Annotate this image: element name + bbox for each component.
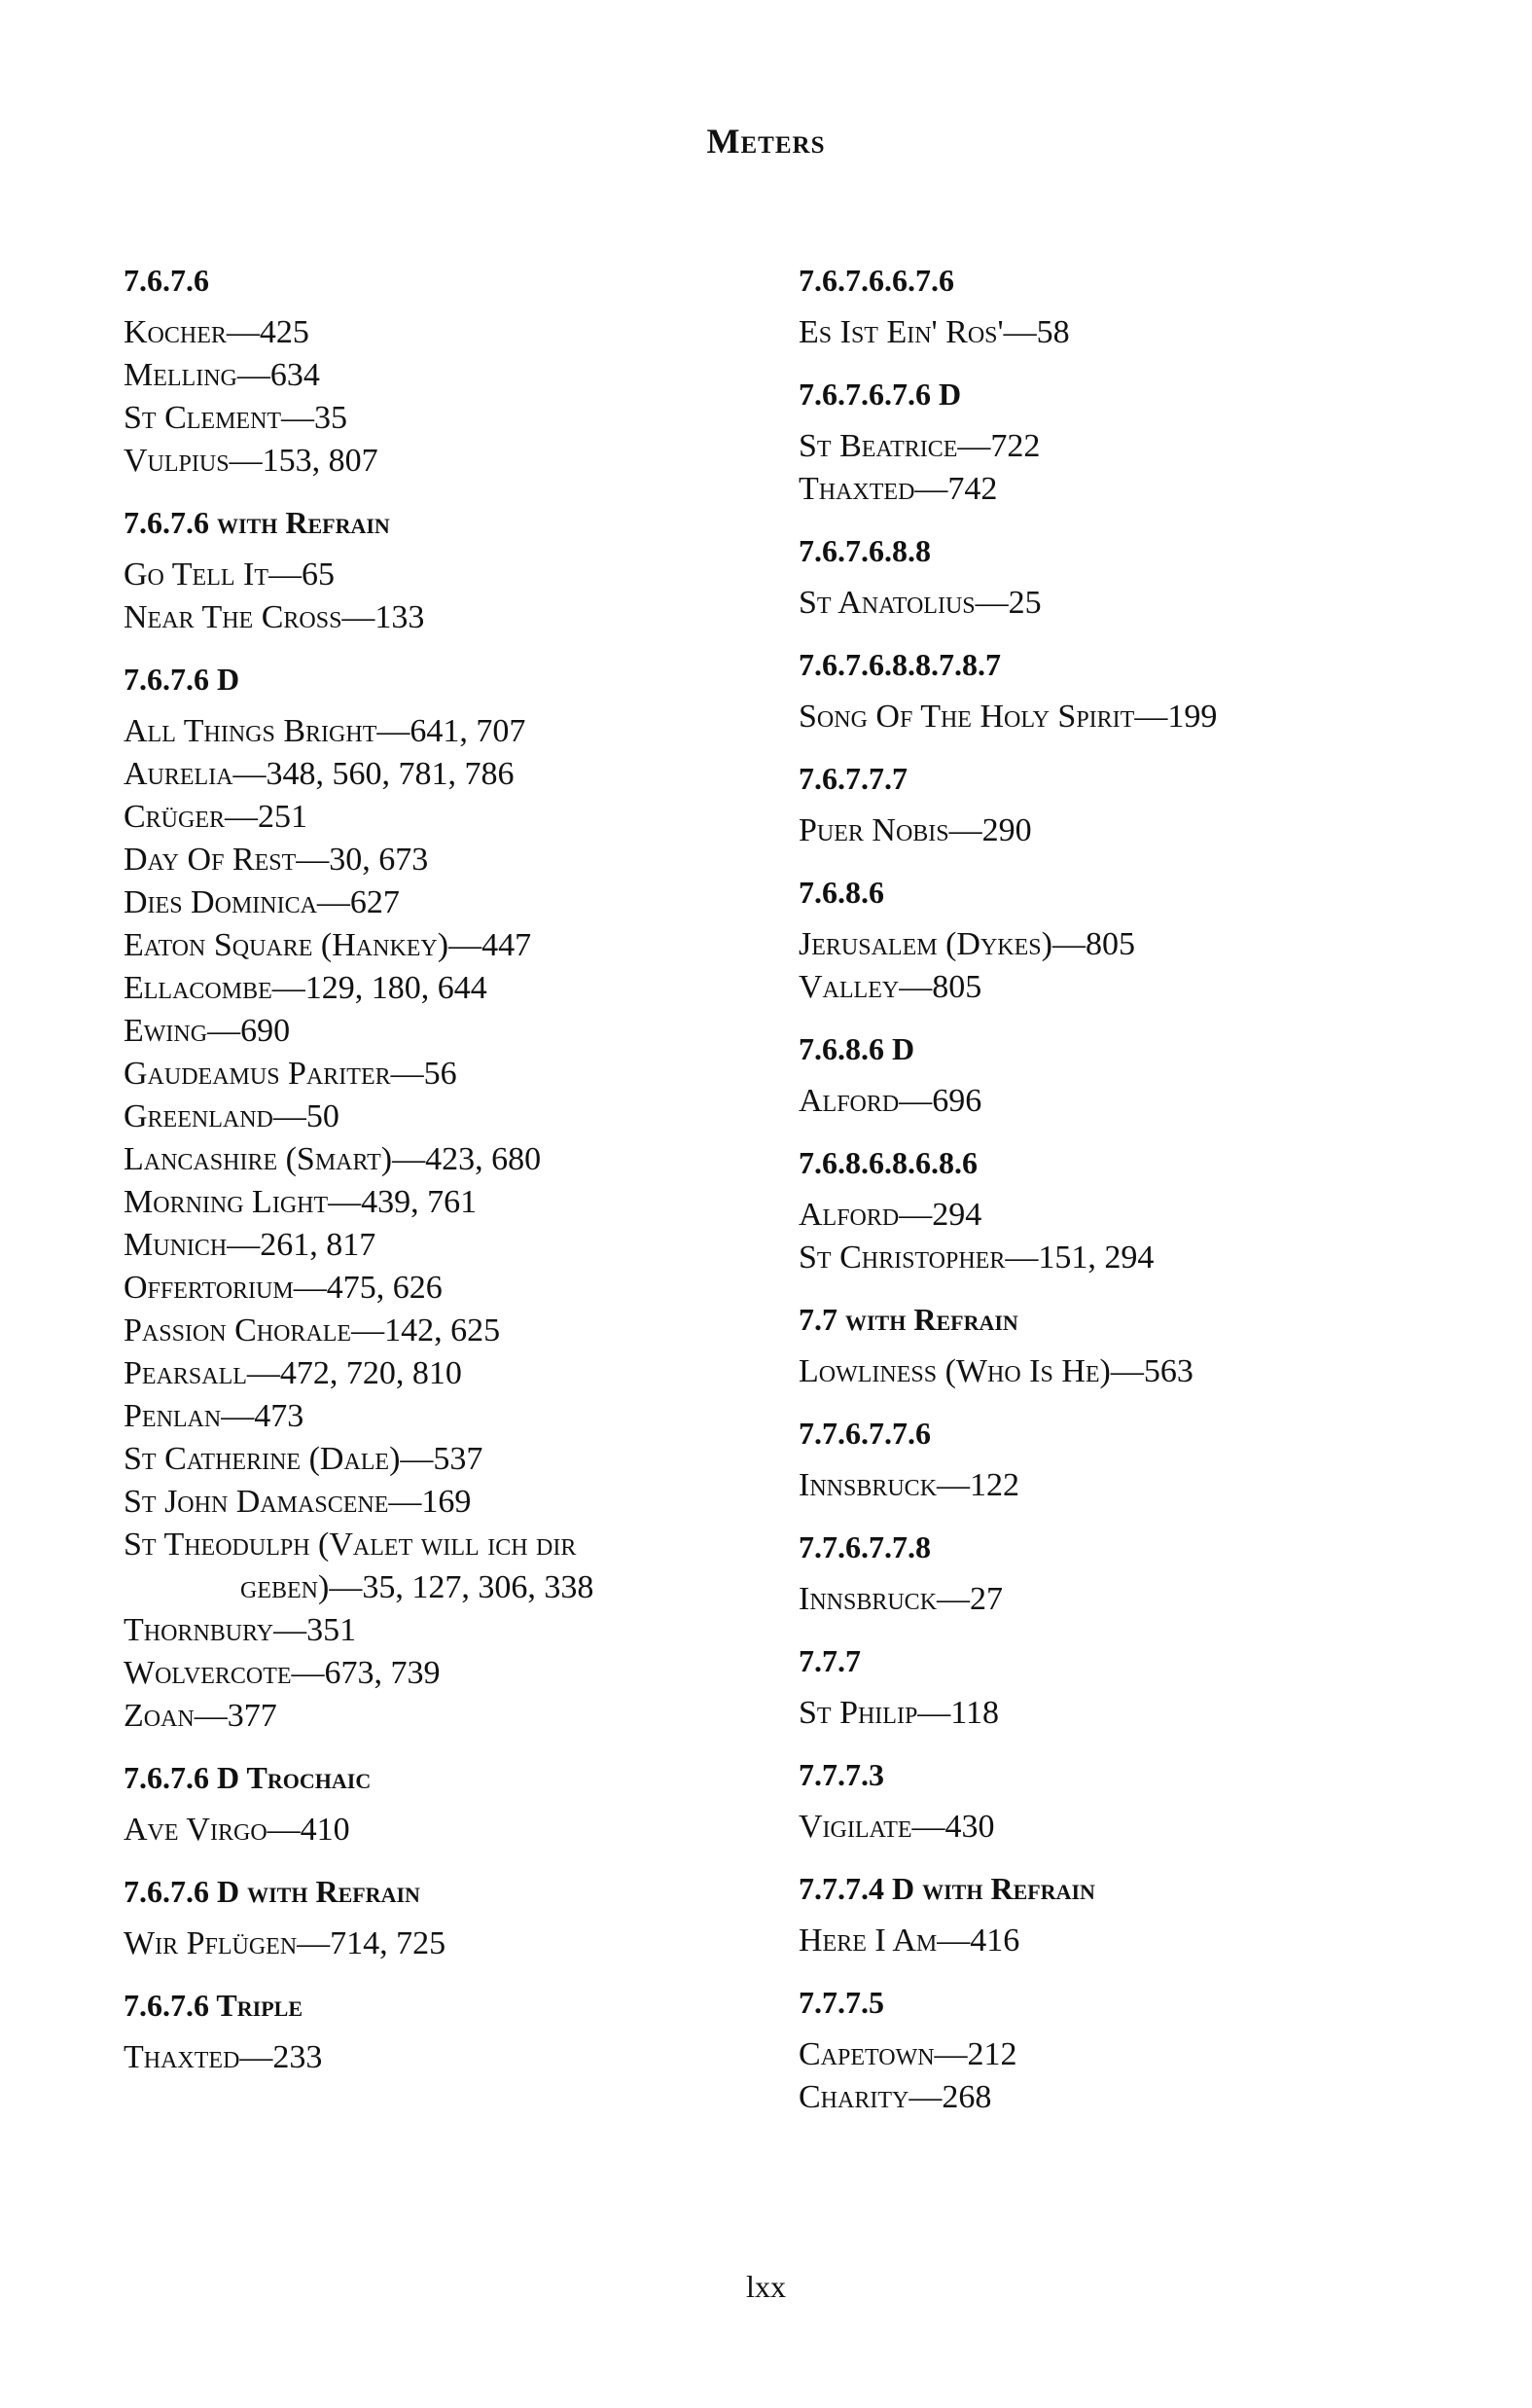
tune-entry: Thaxted—233 [124,2039,323,2075]
meter-group [799,1141,1441,1279]
tune-entry: Capetown—212 [799,2036,1017,2072]
meter-group [799,643,1441,738]
tune-entry: St Christopher—151, 294 [799,1240,1155,1276]
meter-heading: 7.7.7.4 D with Refrain [799,1871,1095,1906]
meter-group [799,373,1441,511]
meter-heading: 7.7 with Refrain [799,1302,1018,1337]
meter-heading: 7.6.7.6 D [124,662,240,697]
meter-group [799,1298,1441,1393]
tune-entry: Morning Light—439, 761 [124,1184,478,1220]
meter-heading: 7.6.7.6.8.8 [799,533,931,568]
tune-entry: St Philip—118 [799,1695,1000,1731]
page-title: Meters [706,122,826,161]
left-column [124,259,746,2098]
tune-entry: Gaudeamus Pariter—56 [124,1056,457,1092]
tune-entry: Song Of The Holy Spirit—199 [799,699,1218,735]
meter-heading: 7.7.6.7.7.6 [799,1416,931,1451]
meter-heading: 7.6.7.6 [124,263,209,298]
tune-entry: Melling—634 [124,357,320,393]
tune-entry: Kocher—425 [124,314,309,350]
tune-entry: Ellacombe—129, 180, 644 [124,970,487,1006]
tune-entry: St Catherine (Dale)—537 [124,1441,483,1477]
meter-group [799,529,1441,625]
tune-entry: Vulpius—153, 807 [124,443,378,479]
page-number: lxx [746,2269,786,2304]
meter-heading: 7.7.6.7.7.8 [799,1529,931,1564]
tune-entry: St Anatolius—25 [799,585,1042,621]
meter-group [124,1984,746,2079]
meter-group [799,1753,1441,1849]
tune-entry: Vigilate—430 [799,1809,995,1845]
meter-group [799,1412,1441,1507]
meter-heading: 7.6.7.6 Triple [124,1988,303,2023]
tune-entry-continuation: geben)—35, 127, 306, 338 [240,1569,594,1605]
meter-heading: 7.6.7.6 with Refrain [124,505,390,540]
tune-entry: Ave Virgo—410 [124,1812,350,1848]
tune-entry: Passion Chorale—142, 625 [124,1312,501,1348]
tune-entry: Ewing—690 [124,1013,291,1049]
meter-group [799,1639,1441,1735]
tune-entry-wrapped [124,1524,746,1609]
meter-heading: 7.7.7.3 [799,1757,884,1792]
tune-entry: Go Tell It—65 [124,557,336,593]
meter-heading: 7.6.8.6 [799,875,884,910]
meter-group [124,658,746,1738]
tune-entry: Day Of Rest—30, 673 [124,842,429,878]
tune-entry: Crüger—251 [124,799,308,835]
tune-entry: Greenland—50 [124,1098,339,1134]
tune-entry: Charity—268 [799,2079,992,2115]
tune-entry: St Beatrice—722 [799,428,1041,464]
meter-group [799,1981,1441,2119]
meter-group [799,757,1441,852]
tune-entry: Dies Dominica—627 [124,884,400,920]
tune-entry: Puer Nobis—290 [799,812,1032,848]
tune-entry: Eaton Square (Hankey)—447 [124,927,532,963]
meter-group [124,1756,746,1851]
meter-heading: 7.6.7.6 D Trochaic [124,1760,372,1795]
tune-entry: Here I Am—416 [799,1923,1020,1959]
tune-entry: St John Damascene—169 [124,1484,472,1520]
tune-entry: Zoan—377 [124,1698,277,1734]
meter-heading: 7.6.8.6 D [799,1031,915,1066]
meter-group [124,1870,746,1965]
meter-group [799,1526,1441,1621]
tune-entry: Wolvercote—673, 739 [124,1655,441,1691]
meter-group [124,259,746,483]
tune-entry: Offertorium—475, 626 [124,1270,443,1306]
meter-heading: 7.7.7 [799,1643,861,1678]
meter-group [799,259,1441,354]
tune-entry: Innsbruck—122 [799,1467,1020,1503]
meter-group [799,871,1441,1009]
meter-group [124,501,746,639]
tune-entry: Penlan—473 [124,1398,304,1434]
tune-entry: Lancashire (Smart)—423, 680 [124,1141,542,1177]
tune-entry: Munich—261, 817 [124,1227,376,1263]
tune-entry: Valley—805 [799,969,982,1005]
meter-heading: 7.6.8.6.8.6.8.6 [799,1145,978,1180]
tune-entry: Aurelia—348, 560, 781, 786 [124,756,515,792]
tune-entry: Innsbruck—27 [799,1581,1004,1617]
tune-entry: Es Ist Ein' Ros'—58 [799,314,1070,350]
right-column [799,259,1441,2138]
tune-entry: Alford—294 [799,1197,982,1233]
tune-entry: Alford—696 [799,1083,982,1119]
tune-entry: All Things Bright—641, 707 [124,713,526,749]
meter-heading: 7.6.7.6.6.7.6 [799,263,954,298]
meter-heading: 7.6.7.6.7.6 D [799,377,962,412]
meter-group [799,1867,1441,1962]
tune-entry: Wir Pflügen—714, 725 [124,1925,446,1961]
tune-entry: Lowliness (Who Is He)—563 [799,1353,1194,1389]
meter-group [799,1027,1441,1123]
tune-entry: Pearsall—472, 720, 810 [124,1355,462,1391]
tune-entry: Thaxted—742 [799,471,998,507]
meter-heading: 7.7.7.5 [799,1985,884,2020]
meter-heading: 7.6.7.7.7 [799,761,908,796]
tune-entry: Jerusalem (Dykes)—805 [799,926,1135,962]
tune-entry: Near The Cross—133 [124,599,425,635]
tune-entry: St Clement—35 [124,400,348,436]
tune-entry-line: St Theodulph (Valet will ich dir [124,1527,577,1563]
meter-heading: 7.6.7.6.8.8.7.8.7 [799,647,1001,682]
meter-heading: 7.6.7.6 D with Refrain [124,1874,420,1909]
tune-entry: Thornbury—351 [124,1612,357,1648]
